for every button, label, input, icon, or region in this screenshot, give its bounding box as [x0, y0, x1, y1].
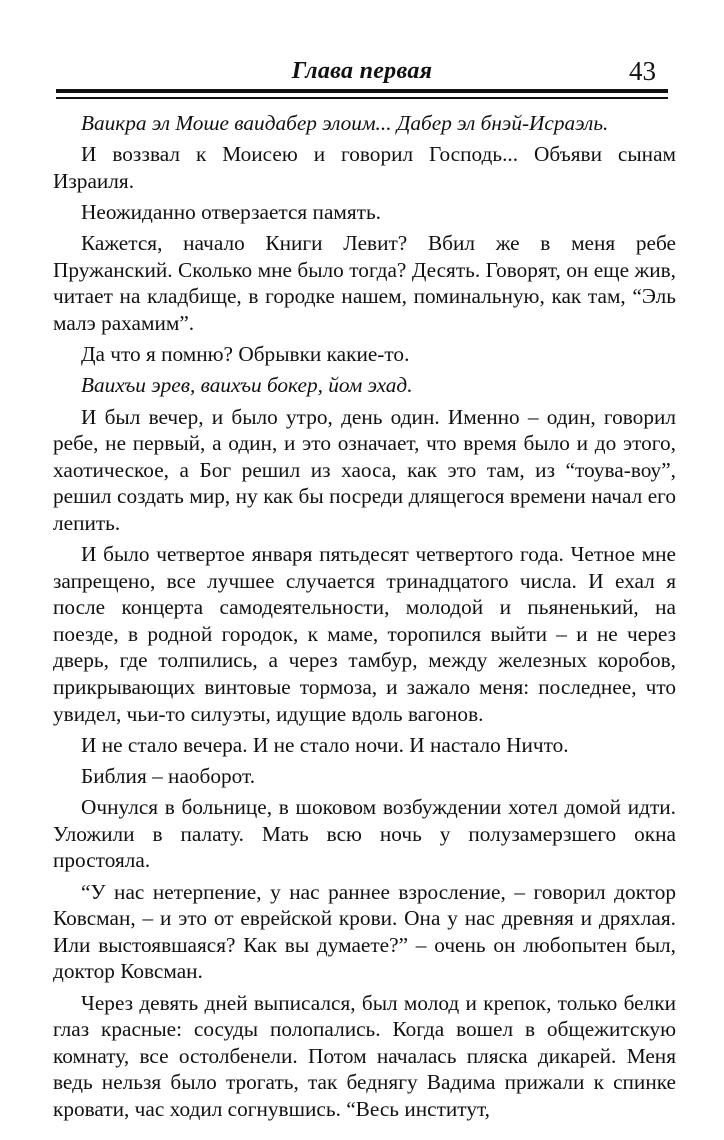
- paragraph: Ваикра эл Моше ваидабер элоим... Дабер эл бнэй-Исраэль.: [81, 111, 609, 135]
- paragraph: Библия – наоборот.: [81, 764, 256, 788]
- paragraph: Да что я помню? Обрывки какие-то.: [81, 342, 410, 367]
- running-header: [56, 52, 668, 92]
- paragraph: И было четвертое января пятьдесят четвертого года. Четное мне запрещено, все лучшее случается тринадцатого числа. И ехал я после концерта самодеятельности, молодой и пьяненький, на поезде, в родной городок, к маме, торопился выйти – и не через дверь, где толпились, а через тамбур, между железных коробов, прикрывающих винтовые тормоза, и зажало меня: последнее, что увидел, чьи-то силуэты, идущие вдоль вагонов.: [53, 542, 676, 726]
- page-number: 43: [629, 56, 656, 86]
- paragraph: И был вечер, и было утро, день один. Именно – один, говорил ребе, не первый, а один, и это означает, что время было и до этого, хаотическое, а Бог решил из хаоса, как это там, из “тоува-воу”, решил создать мир, ну как бы посреди длящегося времени начал его лепить.: [53, 404, 676, 535]
- chapter-title: Глава первая: [291, 58, 433, 84]
- header-rule-thick: [56, 89, 668, 93]
- paragraph: Через девять дней выписался, был молод и крепок, только белки глаз красные: сосуды полопались. Когда вошел в общежитскую комнату, все остолбенели. Потом началась пляска дикарей. Меня ведь нельзя было трогать, так беднягу Вадима прижали к спинке кровати, час ходил согнувшись. “Весь институт,: [53, 990, 676, 1121]
- paragraph: Очнулся в больнице, в шоковом возбуждении хотел домой идти. Уложили в палату. Мать всю ночь у полузамерзшего окна простояла.: [53, 795, 676, 873]
- body-text: [53, 110, 676, 1127]
- paragraph: Неожиданно отверзается память.: [81, 199, 382, 224]
- paragraph: Кажется, начало Книги Левит? Вбил же в меня ребе Пружанский. Сколько мне было тогда? Десять. Говорят, он еще жив, читает на кладбище, в городке нашем, поминальную, как там, “Эль малэ рахамим”.: [53, 231, 676, 335]
- paragraph: Ваихъи эрев, ваихъи бокер, йом эхад.: [81, 373, 413, 398]
- paragraph: И не стало вечера. И не стало ночи. И настало Ничто.: [81, 732, 569, 757]
- paragraph: “У нас нетерпение, у нас раннее взросление, – говорил доктор Ковсман, – и это от еврейской крови. Она у нас древняя и дряхлая. Или выстоявшаяся? Как вы думаете?” – очень он любопытен был, доктор Ковсман.: [53, 879, 676, 984]
- paragraph: И воззвал к Моисею и говорил Господь... Объяви сынам Израиля.: [53, 142, 676, 193]
- header-rule-thin: [56, 97, 668, 99]
